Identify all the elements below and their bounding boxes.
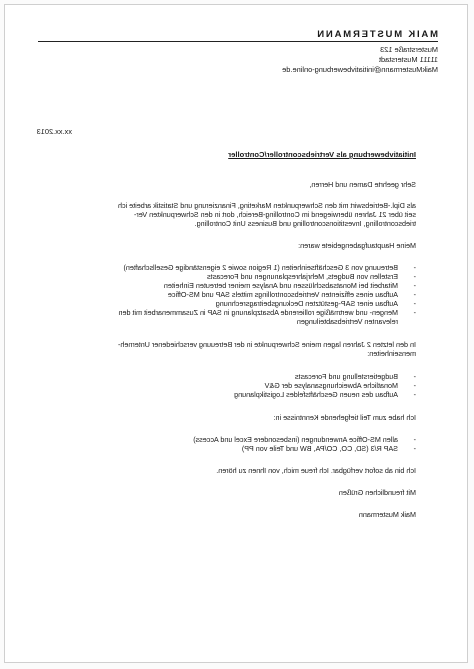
regards: Mit freundlichen Grüßen xyxy=(338,488,416,497)
sender-email: MaikMustermann@initiativbewerbung-online.de xyxy=(282,65,438,74)
bullet-dash: - xyxy=(413,444,416,453)
focus-item: Monatliche Abweichungsanalyse der G&V xyxy=(264,381,398,390)
bullet-dash: - xyxy=(413,308,416,317)
header-rule xyxy=(38,41,438,42)
bullet-dash: - xyxy=(413,272,416,281)
main-task-item: Betreuung von 3 Geschäftseinheiten (1 Region sowie 2 eigenständige Gesellschaften) xyxy=(123,263,398,272)
main-task-item: Mitarbeit bei Monatsabschlüssen und Analyse meiner betreuten Einheiten xyxy=(163,281,398,290)
bullet-dash: - xyxy=(413,263,416,272)
bullet-dash: - xyxy=(413,381,416,390)
main-tasks-heading: Meine Hauptaufgabengebiete waren: xyxy=(298,241,416,250)
salutation: Sehr geehrte Damen und Herren, xyxy=(309,180,416,189)
last-years-line: menseinheiten: xyxy=(367,349,416,358)
intro-line: seit über 21 Jahren überwiegend im Controlling-Bereich, dort in den Schwerpunkten Ver- xyxy=(133,210,416,219)
main-task-item: Mengen- und wertmäßige rollierende Absatzplanung in SAP in Zusammenarbeit mit den xyxy=(118,308,398,317)
bullet-dash: - xyxy=(413,435,416,444)
bullet-dash: - xyxy=(413,299,416,308)
main-task-item: Aufbau eines effizienten Vertriebscontrollings mittels SAP und MS-Office xyxy=(167,290,398,299)
sender-street: Musterstraße 123 xyxy=(380,45,438,54)
sender-city: 11111 Musterstadt xyxy=(378,55,438,64)
bullet-dash: - xyxy=(413,390,416,399)
intro-line: triebscontrolling, Investitionscontrolling und Business Unit Controlling. xyxy=(194,219,416,228)
bullet-dash: - xyxy=(413,372,416,381)
sender-name: MAIK MUSTERMANN xyxy=(315,29,438,40)
letter-subject: Initiativbewerbung als Vertriebscontroller/Controller xyxy=(228,150,416,159)
letter-date: xx.xx.2013 xyxy=(36,127,72,136)
skills-heading: Ich habe zum Teil tiefgehende Kenntnisse in: xyxy=(273,413,416,422)
main-task-item-continued: relevanten Vertriebsabteilungen xyxy=(296,317,398,326)
focus-item: Budgetierstellung und Forecasts xyxy=(294,372,398,381)
skill-item: SAP R/3 (SD, CO, CO/PA, BW und Teile von PP) xyxy=(241,444,398,453)
intro-line: als Dipl.-Betriebswirt mit den Schwerpunkten Marketing, Finanzierung und Statistik arbeite ich xyxy=(117,201,416,210)
focus-item: Aufbau des neuen Geschäftsfeldes Logistikplanung xyxy=(234,390,398,399)
main-task-item: Erstellen von Budgets, Mehrjahresplanungen und Forecasts xyxy=(207,272,398,281)
bullet-dash: - xyxy=(413,290,416,299)
closing-line: Ich bin ab sofort verfügbar. Ich freue mich, von Ihnen zu hören. xyxy=(216,466,416,475)
skill-item: allen MS-Office Anwendungen (insbesondere Excel und Access) xyxy=(193,435,398,444)
bullet-dash: - xyxy=(413,281,416,290)
signature-name: Maik Mustermann xyxy=(358,510,416,519)
last-years-line: In den letzten 2 Jahren lagen meine Schwerpunkte in der Betreuung verschiedener Unterneh- xyxy=(117,340,416,349)
main-task-item: Aufbau einer SAP-gestützten Deckungsbeitragsrechnung xyxy=(215,299,398,308)
